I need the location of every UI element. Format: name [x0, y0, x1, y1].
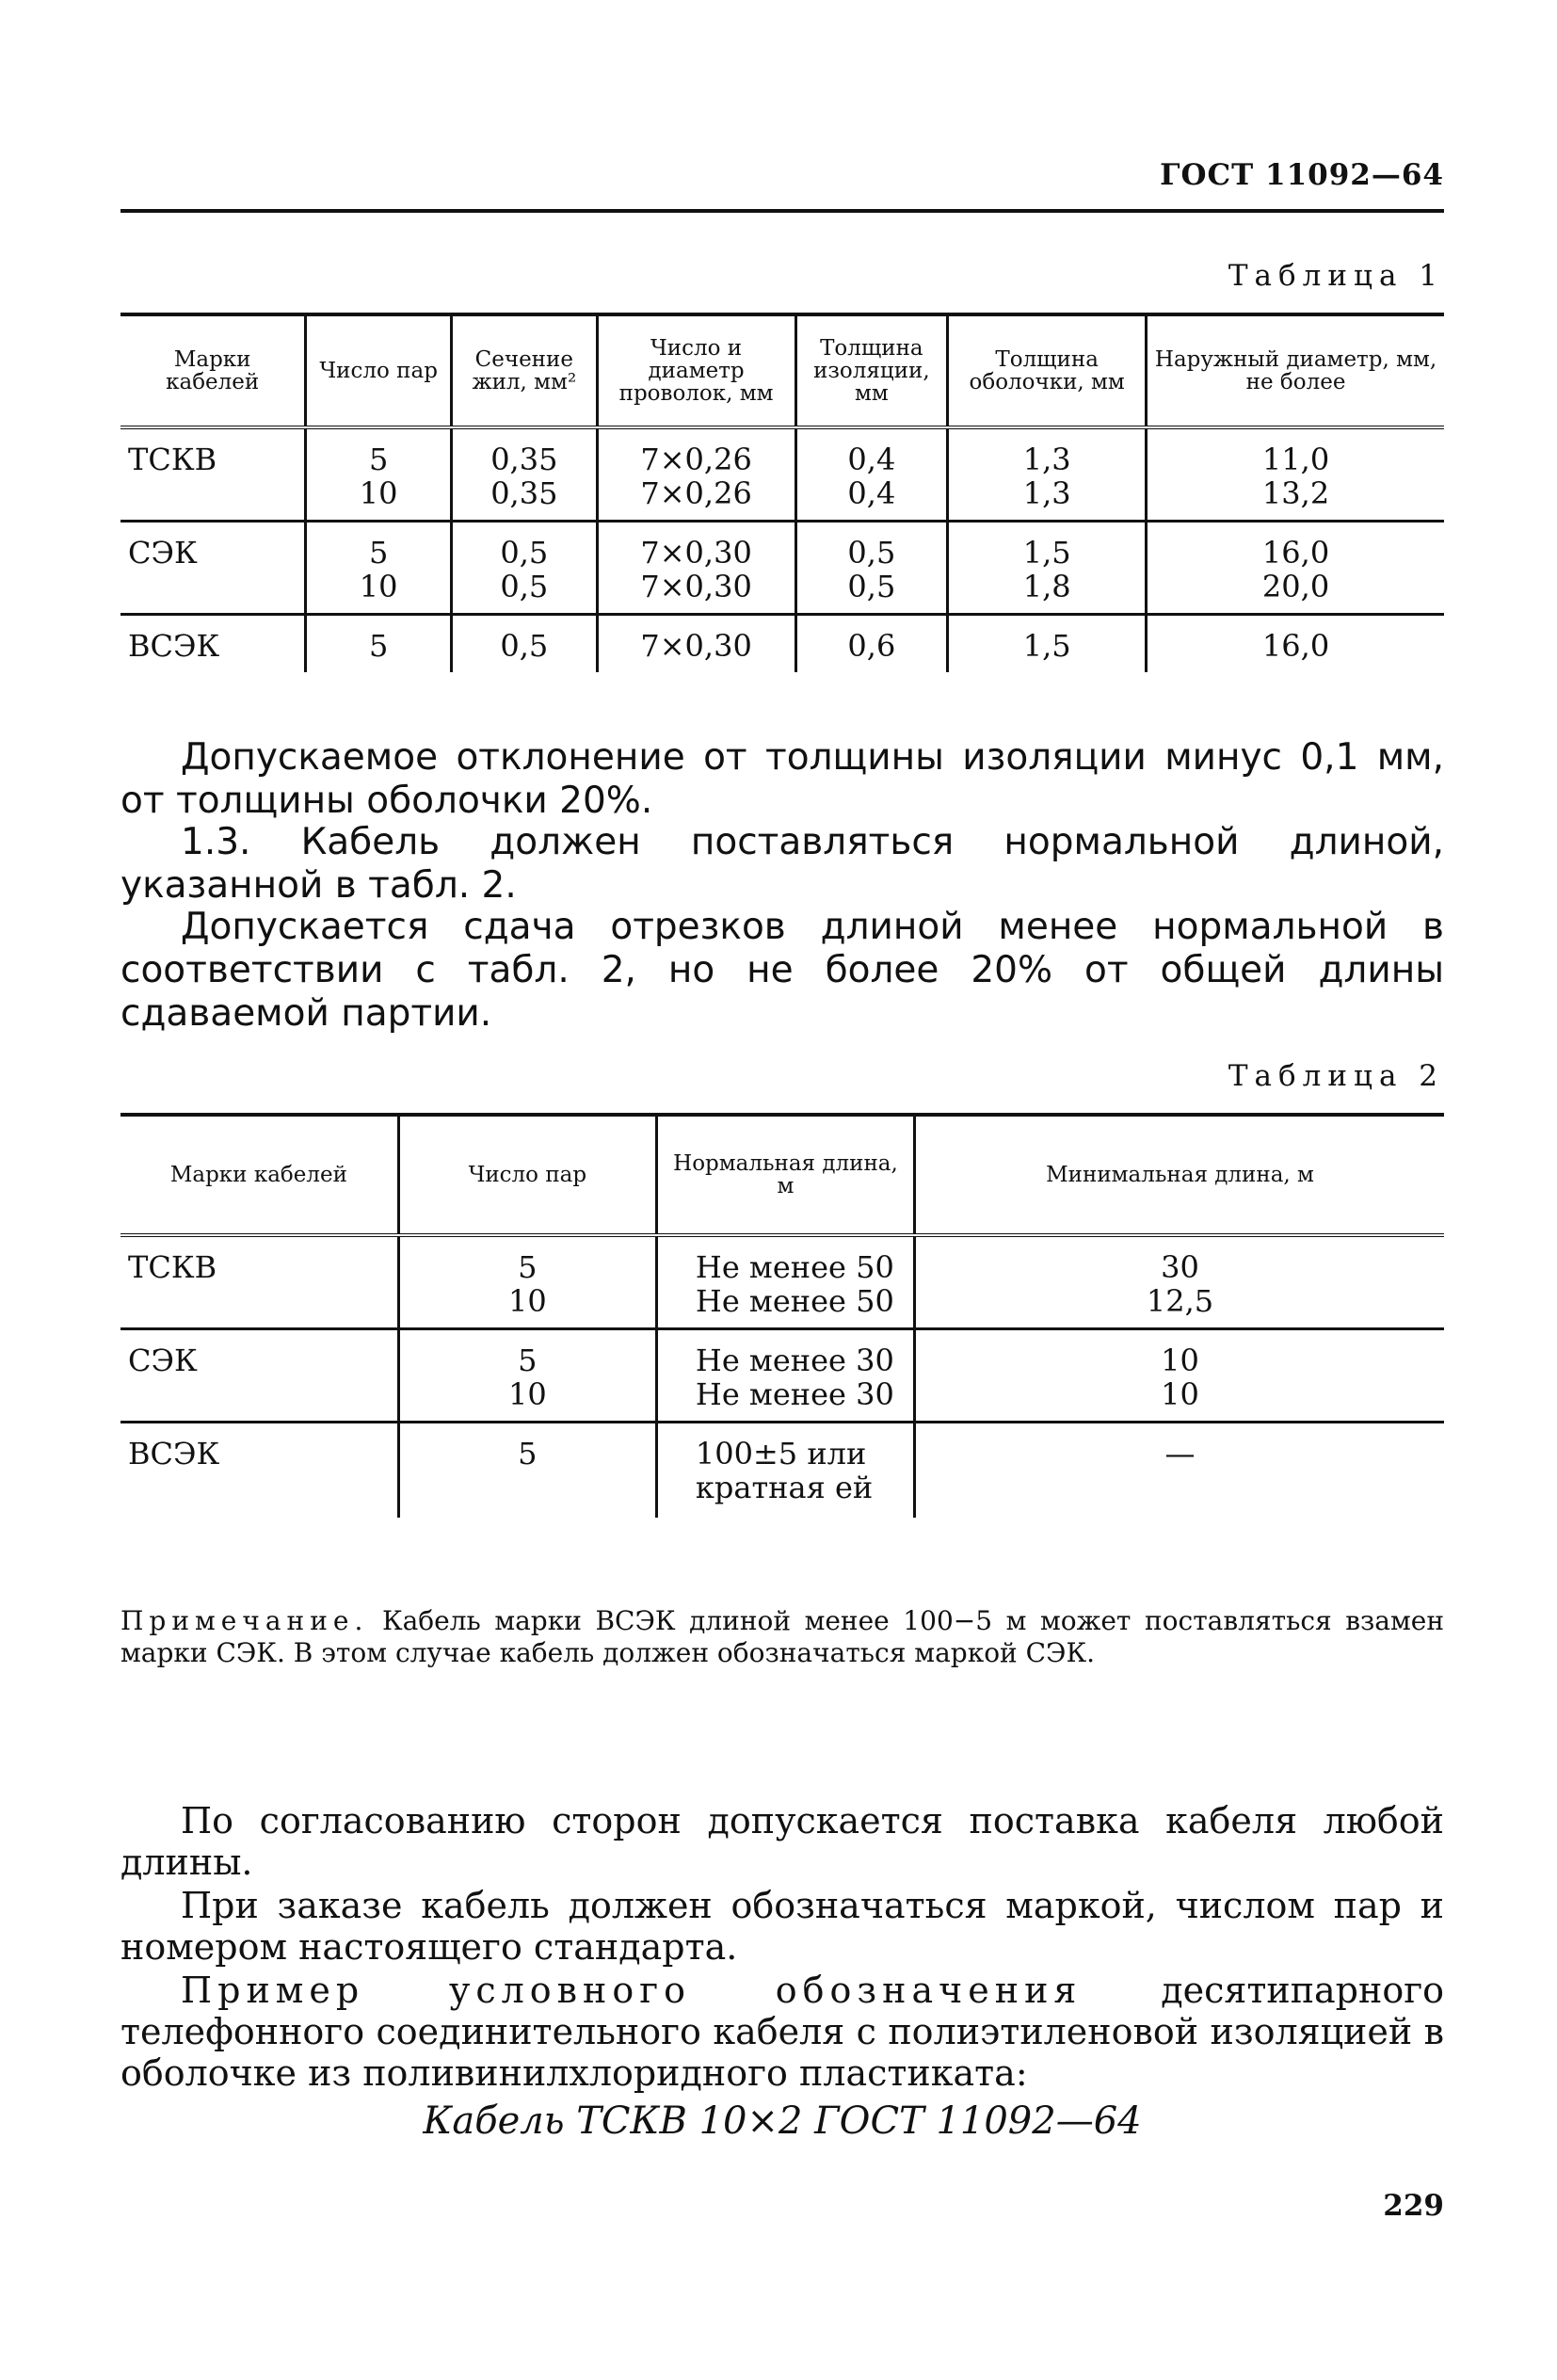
table2-col-normal: Нормальная длина, м [656, 1115, 914, 1235]
table1-col-wires: Число и диаметр проволок, мм [597, 314, 795, 427]
paragraph-example [120, 1970, 1444, 2094]
table2-cell-mark: ТСКВ [120, 1235, 398, 1329]
document-header: ГОСТ 11092—64 [1160, 158, 1444, 192]
table2-col-pairs: Число пар [398, 1115, 656, 1235]
table1-cell-sheath: 1,5 [948, 615, 1147, 673]
table2-cell-minimum: — [915, 1423, 1444, 1519]
table2-row [120, 1235, 1444, 1329]
table2-cell-normal: Не менее 50 Не менее 50 [656, 1235, 914, 1329]
table1-cell-wires: 7×0,26 7×0,26 [597, 427, 795, 522]
table1-cell-mark: ВСЭК [128, 628, 220, 664]
paragraph-section-1-3: 1.3. Кабель должен поставляться нормальной длиной, указанной в табл. 2. [120, 821, 1444, 907]
table1-cell-sheath: 1,5 1,8 [948, 522, 1147, 615]
table1-col-sheath: Толщина оболочки, мм [948, 314, 1147, 427]
designation-formula: Кабель ТСКВ 10×2 ГОСТ 11092—64 [423, 2099, 1142, 2143]
paragraph-any-length: По согласованию сторон допускается поставка кабеля любой длины. [120, 1800, 1444, 1883]
table1-header-row [120, 314, 1444, 427]
table1-cell-section: 0,5 0,5 [451, 522, 597, 615]
table1-col-pairs: Число пар [306, 314, 452, 427]
table2-col-mark: Марки кабелей [120, 1115, 398, 1235]
table1-cell-insulation: 0,6 [795, 615, 948, 673]
table2-row [120, 1329, 1444, 1423]
example-rest: десятипарного телефонного соединительного кабеля с полиэтиленовой изоляцией в оболочке из поливинилхлоридного пластиката: [120, 1970, 1444, 2094]
paragraph-tolerance: Допускаемое отклонение от толщины изоляции минус 0,1 мм, от толщины оболочки 20%. [120, 736, 1444, 822]
table1-col-insulation: Толщина изоляции, мм [795, 314, 948, 427]
table1-cell-diameter: 16,0 20,0 [1147, 522, 1444, 615]
example-lead: Пример условного обозначения [181, 1970, 1083, 2011]
paragraph-ordering: При заказе кабель должен обозначаться маркой, числом пар и номером настоящего стандарта. [120, 1885, 1444, 1968]
table1-col-diameter: Наружный диаметр, мм, не более [1147, 314, 1444, 427]
table1-cell-wires: 7×0,30 7×0,30 [597, 522, 795, 615]
table2-cell-pairs: 5 10 [398, 1235, 656, 1329]
table1-cell-mark: ТСКВ [120, 427, 306, 522]
table1-col-section: Сечение жил, мм² [451, 314, 597, 427]
table2-col-minimum: Минимальная длина, м [915, 1115, 1444, 1235]
table1-cell-section: 0,5 [451, 615, 597, 673]
table1 [120, 313, 1444, 672]
page-number: 229 [1383, 2189, 1444, 2223]
table2-cell-normal: Не менее 30 Не менее 30 [656, 1329, 914, 1423]
table2-cell-mark: ВСЭК [128, 1436, 220, 1471]
table1-cell-sheath: 1,3 1,3 [948, 427, 1147, 522]
note-text: Кабель марки ВСЭК длиной менее 100−5 м может поставляться взамен марки СЭК. В этом случае кабель должен обозначаться маркой СЭК. [120, 1605, 1444, 1668]
table2-cell-minimum: 30 12,5 [915, 1235, 1444, 1329]
table1-cell-mark: СЭК [120, 522, 306, 615]
table1-cell-pairs: 5 10 [306, 522, 452, 615]
note-label: Примечание. [120, 1605, 369, 1636]
table1-row [120, 522, 1444, 615]
table1-cell-pairs: 5 10 [306, 427, 452, 522]
table1-caption: Таблица 1 [1228, 259, 1444, 293]
table2-caption: Таблица 2 [1228, 1059, 1444, 1093]
table2-row [120, 1423, 1444, 1519]
paragraph-segments: Допускается сдача отрезков длиной менее нормальной в соответствии с табл. 2, но не более 20% от общей длины сдаваемой партии. [120, 906, 1444, 1035]
table1-cell-section: 0,35 0,35 [451, 427, 597, 522]
table2-cell-pairs: 5 [398, 1423, 656, 1519]
table1-cell-pairs: 5 [306, 615, 452, 673]
table1-cell-insulation: 0,5 0,5 [795, 522, 948, 615]
table2-cell-normal: 100±5 или кратная ей [656, 1423, 914, 1519]
table2-note [120, 1605, 1444, 1669]
table1-row [120, 427, 1444, 522]
table2-header-row [120, 1115, 1444, 1235]
table2-cell-minimum: 10 10 [915, 1329, 1444, 1423]
table1-col-mark: Марки кабелей [120, 314, 306, 427]
table1-cell-insulation: 0,4 0,4 [795, 427, 948, 522]
table1-cell-wires: 7×0,30 [597, 615, 795, 673]
table1-cell-diameter: 16,0 [1147, 615, 1444, 673]
table1-cell-diameter: 11,0 13,2 [1147, 427, 1444, 522]
header-rule [120, 209, 1444, 213]
table2-cell-pairs: 5 10 [398, 1329, 656, 1423]
table2 [120, 1113, 1444, 1518]
table1-row [120, 615, 1444, 673]
table2-cell-mark: СЭК [120, 1329, 398, 1423]
